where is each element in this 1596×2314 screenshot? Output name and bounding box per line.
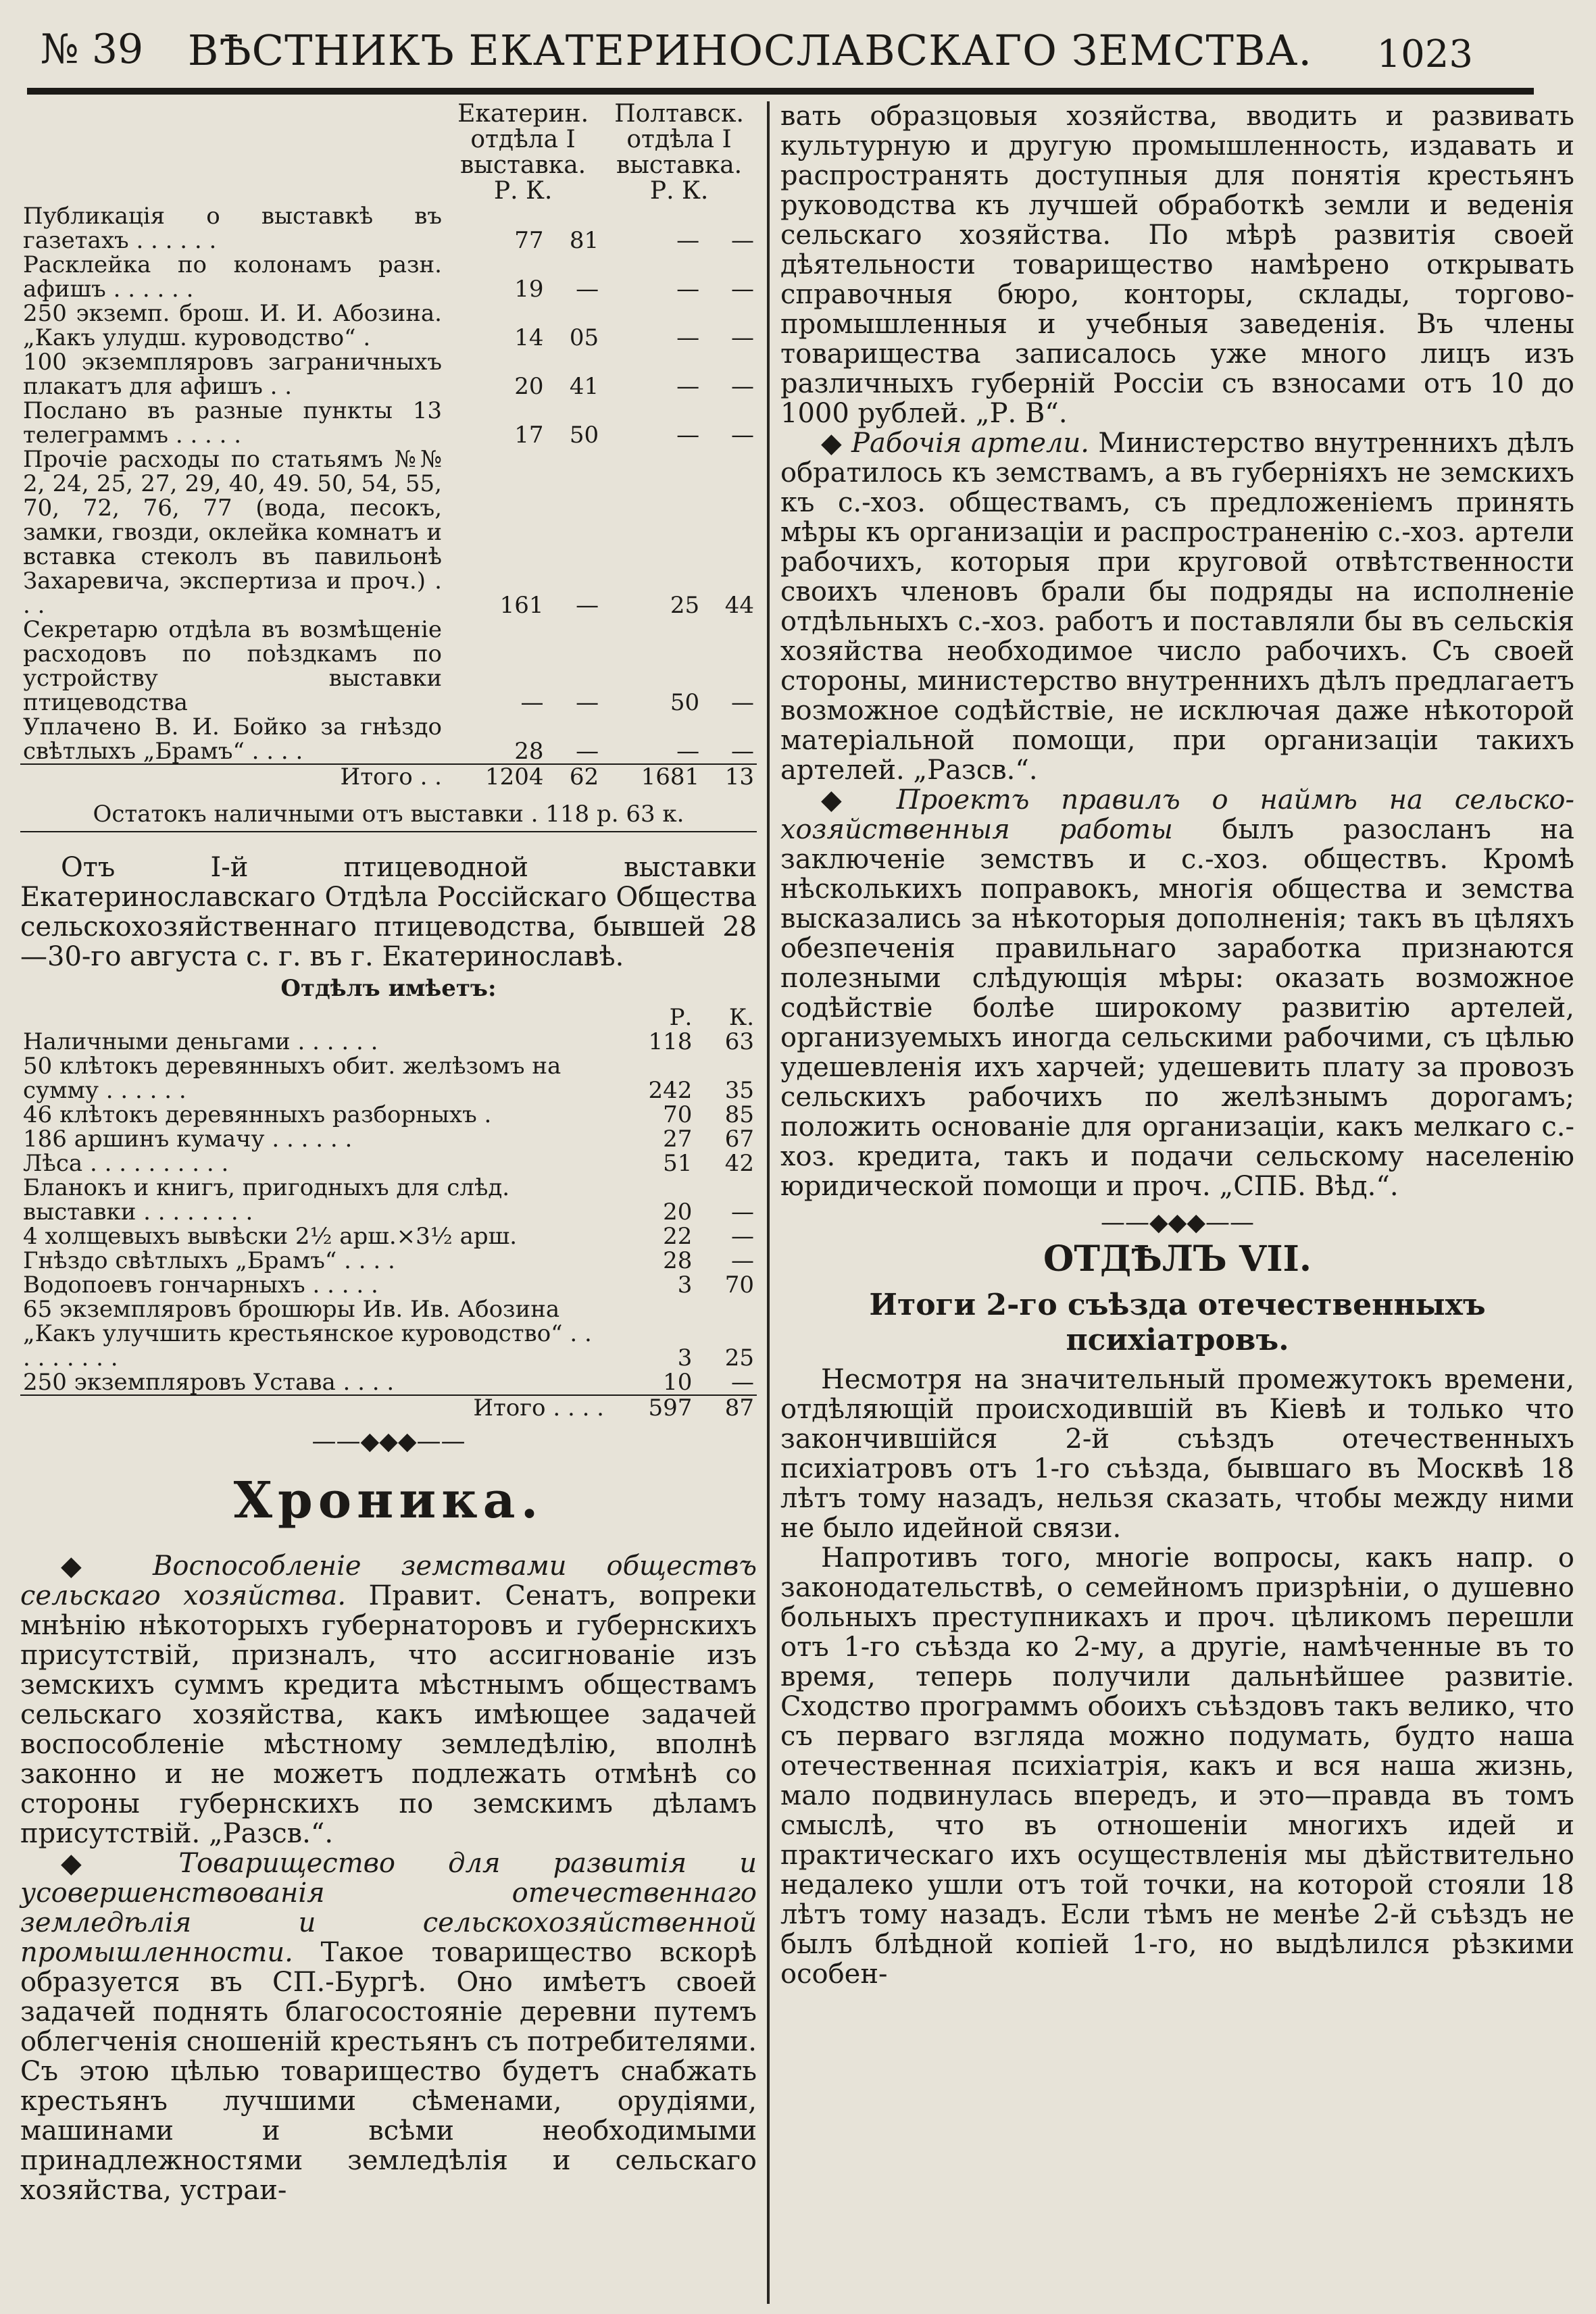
source-ref: „Разсв.“.	[208, 1818, 334, 1849]
chronicle-item-3: ◆ Рабочія артели. Министерство внутреннихъ дѣлъ обратилось къ земствамъ, а въ губерніяхъ не земскихъ къ с.-хоз. обществамъ, съ предложеніемъ принять мѣры къ организаціи и распространенію с.-хоз. артели рабочихъ, которыя при круговой отвѣтственности своихъ членовъ брали бы подряды на исполненіе отдѣльныхъ с.-хоз. работъ и поставляли бы въ сельскія хозяйства необходимое число рабочихъ. Съ своей стороны, министерство внутреннихъ дѣлъ предлагаетъ возможное содѣйствіе, не исключая даже нѣкоторой матеріальной помощи, при организаціи такихъ артелей. „Разсв.“.	[780, 428, 1574, 786]
asset-row: Водопоевъ гончарныхъ . . . . . 3 70	[23, 1272, 754, 1299]
source-ref: „Разсв.“.	[913, 755, 1038, 786]
page-number: 1023	[1376, 32, 1473, 76]
asset-row: 186 аршинъ кумачу . . . . . . 27 67	[23, 1126, 754, 1153]
asset-row: 50 клѣтокъ деревянныхъ обит. желѣзомъ на сумму . . . . . . 242 35	[23, 1053, 754, 1104]
asset-row: Лѣса . . . . . . . . . . 51 42	[23, 1150, 754, 1177]
col2-head: Полтавск. отдѣла I выставка. Р. К.	[614, 100, 744, 205]
running-header	[27, 14, 1473, 74]
chronicle-item-1: ◆ Воспособленіе земствами обществъ сельскаго хозяйства. Правит. Сенатъ, вопреки мнѣнію нѣкоторыхъ губернаторовъ и губернскихъ присутствій, призналъ, что ассигнованіе изъ земскихъ суммъ кредита мѣстнымъ обществамъ сельскаго хозяйства, какъ имѣющее задачей воспособленіе мѣстному земледѣлію, вполнѣ законно и не можетъ подлежать отмѣнѣ со стороны губернскихъ по земскимъ дѣламъ присутствій. „Разсв.“.	[20, 1551, 757, 1849]
right-column	[780, 101, 1574, 1989]
exhibit-summary: Отъ І-й птицеводной выставки Екатеринославскаго Отдѣла Россійскаго Общества сельскохозяйственнаго птицеводства, бывшей 28—30-го августа с. г. въ г. Екатеринославѣ.	[20, 852, 757, 972]
expense-row: Публикація о выставкѣ въ газетахъ . . . . . . 77 81 — —	[23, 203, 754, 254]
bullet-icon: ◆	[821, 784, 897, 815]
expense-row: Прочіе расходы по статьямъ №№ 2, 24, 25, 27, 29, 40, 49. 50, 54, 55, 70, 72, 76, 77 (вода, песокъ, замки, гвозди, оклейка комнатъ и вставка стеколъ въ павильонѣ Захаревича, экспертиза и проч.) . . . 161 — 25 44	[23, 446, 754, 619]
bullet-icon: ◆	[61, 1551, 153, 1582]
expense-row: 250 экземп. брош. И. И. Абозина. „Какъ улудш. куроводство“ . 14 05 — —	[23, 300, 754, 351]
chronicle-item-2: ◆ Товарищество для развитія и усовершенствованія отечественнаго земледѣлія и сельскохозяйственной промышленности. Такое товарищество вскорѣ образуется въ СП.-Бургѣ. Оно имѣетъ своей задачей поднять благосостояніе деревни путемъ облегченія сношеній крестьянъ съ потребителями. Съ этою цѣлью товарищество будетъ снабжать крестьянъ лучшими сѣменами, орудіями, машинами и всѣми необходимыми принадлежностями земледѣлія и сельскаго хозяйства, устраи-	[20, 1848, 757, 2206]
expenses-total-row: Итого . . 1204 62 1681 13	[20, 764, 757, 789]
assets-total-row: Итого . . . . 597 87	[20, 1395, 757, 1420]
journal-title: ВѢСТНИКЪ ЕКАТЕРИНОСЛАВСКАГО ЗЕМСТВА.	[187, 26, 1313, 75]
continued-text: вать образцовыя хозяйства, вводить и развивать культурную и другую промышленность, издавать и распространять доступныя для понятія крестьянъ руководства къ лучшей обработкѣ земли и веденія сельскаго хозяйства. По мѣрѣ развитія своей дѣятельности товарищество намѣрено открывать справочныя бюро, конторы, склады, торгово-промышленныя и учебныя заведенія. Въ члены товарищества записалось уже много лицъ изъ различныхъ губерній Россіи съ взносами отъ 10 до 1000 рублей. „Р. В“.	[780, 101, 1574, 429]
left-column	[20, 101, 757, 2205]
article-paragraph-1: Несмотря на значительный промежутокъ времени, отдѣляющій происходившій въ Кіевѣ и только что закончившійся 2-й съѣздъ отечественныхъ психіатровъ отъ 1-го съѣзда, бывшаго въ Москвѣ 18 лѣтъ тому назадъ, нельзя сказать, чтобы между ними не было идейной связи.	[780, 1364, 1574, 1544]
remainder-line: Остатокъ наличными отъ выставки . 118 р. 63 к.	[20, 801, 757, 832]
column-divider	[767, 101, 770, 2304]
asset-row: Бланокъ и книгъ, пригодныхъ для слѣд. выставки . . . . . . . . 20 —	[23, 1174, 754, 1226]
assets-table: Р. К. Наличными деньгами . . . . . . 118 63 50 клѣтокъ деревянныхъ обит. желѣзомъ на сумму . . . . . . 242 35 46 клѣтокъ деревянныхъ разборныхъ . 70 85 186 аршинъ кумачу . . . . . . 27 67 Лѣса . . . . . . . . . . 51 42 Бланокъ и книгъ, пригодныхъ для слѣд. выставки . . . . . . . . 20 — 4 холщевыхъ вывѣски 2½ арш.×3½ арш. 22 — Гнѣздо свѣтлыхъ „Брамъ“ . . . . 28 — Водопоевъ гончарныхъ . . . . . 3 70 65 экземпляровъ брошюры Ив. Ив. Абозина „Какъ улучшить крестьянское куроводство“ . . . . . . . . . 3 25 250 экземпляровъ Устава . . . . 10 — Итого . . . . 597 87	[20, 1005, 757, 1420]
asset-row: 65 экземпляровъ брошюры Ив. Ив. Абозина „Какъ улучшить крестьянское куроводство“ . . . . . . . . . 3 25	[23, 1296, 754, 1372]
article-title: Итоги 2-го съѣзда отечественныхъ психіатровъ.	[869, 1288, 1486, 1357]
bullet-icon: ◆	[821, 428, 852, 459]
expense-row: Секретарю отдѣла въ возмѣщеніе расходовъ по поѣздкамъ по устройству выставки птицеводства — — 50 —	[23, 616, 754, 716]
assets-heading: Отдѣлъ имѣетъ:	[280, 975, 497, 1002]
asset-row: 4 холщевыхъ вывѣски 2½ арш.×3½ арш. 22 —	[23, 1223, 754, 1250]
ornament-divider: ——◆◆◆——	[1100, 1209, 1255, 1236]
expense-row: 100 экземпляровъ заграничныхъ плакатъ для афишъ . . 20 41 — —	[23, 349, 754, 400]
header-rule	[27, 88, 1534, 95]
chronicle-heading: Хроника.	[233, 1472, 544, 1530]
asset-row: Гнѣздо свѣтлыхъ „Брамъ“ . . . . 28 —	[23, 1247, 754, 1274]
expenses-table	[20, 101, 757, 789]
bullet-icon: ◆	[61, 1848, 179, 1879]
asset-row: Наличными деньгами . . . . . . 118 63	[23, 1028, 754, 1055]
section-heading: ОТДѢЛЪ VII.	[1043, 1238, 1312, 1280]
asset-row: 250 экземпляровъ Устава . . . . 10 —	[23, 1369, 754, 1396]
expense-row: Расклейка по колонамъ разн. афишъ . . . . . . 19 — — —	[23, 251, 754, 303]
source-ref: „СПБ. Вѣд.“.	[1219, 1171, 1399, 1202]
ornament-divider: ——◆◆◆——	[311, 1428, 466, 1455]
chronicle-item-4: ◆ Проектъ правилъ о наймѣ на сельско-хозяйственныя работы былъ разосланъ на заключеніе земствъ и с.-хоз. обществъ. Кромѣ нѣсколькихъ поправокъ, многія общества и земства высказались за нѣкоторыя дополненія; такъ въ цѣляхъ обезпеченія правильнаго заработка признаются полезными слѣдующія мѣры: оказать возможное содѣйствіе болѣе широкому развитію артелей, организуемыхъ иногда сельскими рабочими, съ цѣлью удешевленія ихъ харчей; удешевить плату за провозъ сельскихъ рабочихъ по желѣзнымъ дорогамъ; положить основаніе для организаціи, какъ мелкаго с.-хоз. кредита, такъ и подачи сельскому населенію юридической помощи и проч. „СПБ. Вѣд.“.	[780, 784, 1574, 1202]
asset-row: 46 клѣтокъ деревянныхъ разборныхъ . 70 85	[23, 1101, 754, 1128]
article-paragraph-2: Напротивъ того, многіе вопросы, какъ напр. о законодательствѣ, о семейномъ призрѣніи, о душевно больныхъ преступникахъ и проч. цѣликомъ перешли отъ 1-го съѣзда ко 2-му, а другіе, намѣченные въ то время, теперь получили дальнѣйшее развитіе. Сходство программъ обоихъ съѣздовъ такъ велико, что съ перваго взгляда можно подумать, будто наша отечественная психіатрія, какъ и вся наша жизнь, мало подвинулась впередъ, и это—правда въ томъ смыслѣ, что въ отношеніи многихъ идей и практическаго ихъ осуществленія мы дѣйствительно недалеко ушли отъ той точки, на которой стояли 18 лѣтъ тому назадъ. Если тѣмъ не менѣе 2-й съѣздъ не былъ блѣдной копіей 1-го, но выдѣлился рѣзкими особен-	[780, 1542, 1574, 1990]
issue-number: № 39	[41, 26, 144, 73]
col1-head: Екатерин. отдѣла I выставка. Р. К.	[457, 100, 589, 205]
expense-row: Уплачено В. И. Бойко за гнѣздо свѣтлыхъ „Брамъ“ . . . . 28 — — —	[23, 713, 754, 765]
expense-row: Послано въ разные пункты 13 телеграммъ . . . . . 17 50 — —	[23, 397, 754, 449]
source-ref: „Р. В“.	[975, 398, 1068, 429]
